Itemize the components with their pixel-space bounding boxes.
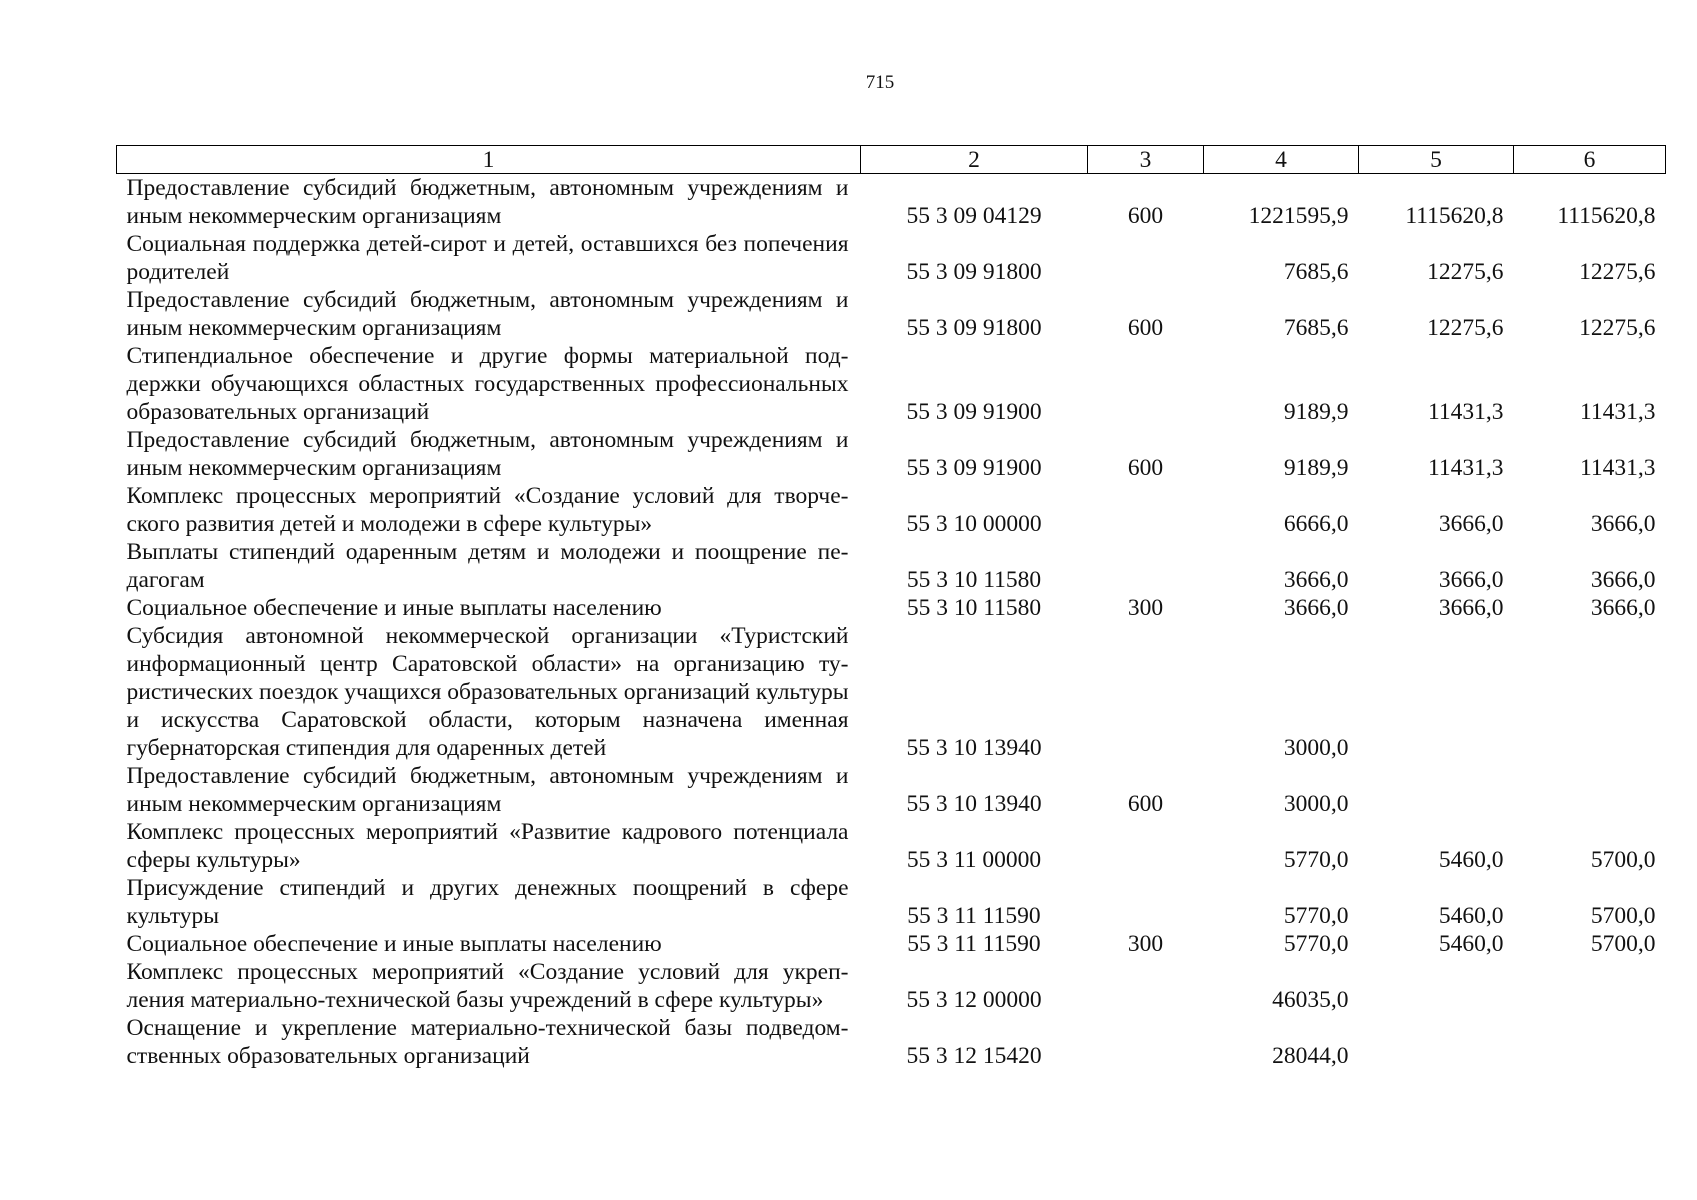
row-expense-type-cell: 300 <box>1127 595 1164 621</box>
row-amount-2-cell: 11431,3 <box>1427 455 1504 481</box>
row-amount-1-cell: 5770,0 <box>1283 903 1349 929</box>
row-amount-3-cell: 3666,0 <box>1590 511 1656 537</box>
row-code-cell: 55 3 09 91800 <box>906 315 1042 341</box>
row-code-cell: 55 3 10 13940 <box>906 735 1042 761</box>
row-amount-1-cell: 9189,9 <box>1283 455 1349 481</box>
row-amount-1-cell: 5770,0 <box>1283 931 1349 957</box>
row-expense-type-cell: 600 <box>1127 455 1164 481</box>
row-expense-type-cell: 600 <box>1127 791 1164 817</box>
row-code-cell: 55 3 09 91900 <box>906 455 1042 481</box>
row-amount-2-cell <box>1359 1014 1514 1070</box>
row-amount-3-cell: 11431,3 <box>1579 399 1656 425</box>
table-row <box>117 174 1666 231</box>
row-amount-1-cell: 1221595,9 <box>1248 203 1349 229</box>
row-name-cell: Предоставление субсидий бюджетным, автономным учреждениям и иным некоммерческим организациям <box>126 763 849 817</box>
row-amount-1-cell: 6666,0 <box>1283 511 1349 537</box>
column-header-amount-1: 4 <box>1204 146 1359 174</box>
row-code-cell: 55 3 11 00000 <box>906 847 1042 873</box>
row-name-cell: Предоставление субсидий бюджетным, автономным учреждениям и иным некоммерческим организациям <box>126 175 849 229</box>
row-code-cell: 55 3 11 11590 <box>907 931 1041 957</box>
row-expense-type-cell <box>1088 538 1204 594</box>
row-name-cell: Выплаты стипендий одаренным детям и молодежи и поощрение педагогам <box>126 539 849 593</box>
row-code-cell: 55 3 10 00000 <box>906 511 1042 537</box>
column-header-expense-type: 3 <box>1088 146 1204 174</box>
row-amount-1-cell: 3666,0 <box>1283 567 1349 593</box>
row-code-cell: 55 3 10 11580 <box>906 595 1042 621</box>
row-amount-1-cell: 7685,6 <box>1283 259 1349 285</box>
row-amount-3-cell: 12275,6 <box>1579 315 1656 341</box>
row-expense-type-cell <box>1088 874 1204 930</box>
row-code-cell: 55 3 09 04129 <box>906 203 1042 229</box>
row-amount-2-cell: 3666,0 <box>1438 595 1504 621</box>
row-amount-1-cell: 28044,0 <box>1272 1043 1349 1069</box>
row-name-cell: Социальное обеспечение и иные выплаты населению <box>126 595 662 621</box>
table-row <box>117 482 1666 538</box>
row-name-cell: Комплекс процессных мероприятий «Создание условий для укрепления материально-технической базы учреждений в сфере культуры» <box>126 959 849 1013</box>
row-amount-3-cell: 3666,0 <box>1590 567 1656 593</box>
row-amount-3-cell: 1115620,8 <box>1557 203 1656 229</box>
row-code-cell: 55 3 12 15420 <box>906 1043 1042 1069</box>
row-amount-3-cell <box>1514 1014 1666 1070</box>
table-row <box>117 762 1666 818</box>
row-amount-2-cell: 5460,0 <box>1438 903 1504 929</box>
table-header <box>117 146 1666 174</box>
column-header-amount-3: 6 <box>1514 146 1666 174</box>
table-row <box>117 818 1666 874</box>
row-expense-type-cell <box>1088 1014 1204 1070</box>
row-amount-3-cell: 5700,0 <box>1590 931 1656 957</box>
row-expense-type-cell <box>1088 818 1204 874</box>
row-amount-2-cell <box>1359 762 1514 818</box>
row-expense-type-cell: 600 <box>1127 203 1164 229</box>
row-amount-2-cell: 12275,6 <box>1427 315 1504 341</box>
row-amount-2-cell: 5460,0 <box>1438 931 1504 957</box>
column-header-amount-2: 5 <box>1359 146 1514 174</box>
table-row <box>117 930 1666 958</box>
row-expense-type-cell <box>1088 230 1204 286</box>
row-amount-2-cell: 12275,6 <box>1427 259 1504 285</box>
table-row <box>117 1014 1666 1070</box>
row-amount-3-cell <box>1514 622 1666 762</box>
row-name-cell: Социальное обеспечение и иные выплаты населению <box>126 931 662 957</box>
row-code-cell: 55 3 10 11580 <box>906 567 1042 593</box>
row-amount-2-cell <box>1359 622 1514 762</box>
table-body <box>117 174 1666 1071</box>
row-code-cell: 55 3 12 00000 <box>906 987 1042 1013</box>
row-name-cell: Комплекс процессных мероприятий «Развитие кадрового потенциала сферы культуры» <box>126 819 849 873</box>
row-amount-2-cell <box>1359 958 1514 1014</box>
row-name-cell: Комплекс процессных мероприятий «Создание условий для творческого развития детей и молодежи в сфере культуры» <box>126 483 849 537</box>
budget-table <box>116 145 1666 1070</box>
row-expense-type-cell <box>1088 482 1204 538</box>
row-expense-type-cell <box>1088 622 1204 762</box>
row-amount-2-cell: 5460,0 <box>1438 847 1504 873</box>
row-amount-3-cell: 3666,0 <box>1590 595 1656 621</box>
table-row <box>117 230 1666 286</box>
row-amount-3-cell: 5700,0 <box>1590 903 1656 929</box>
table-row <box>117 622 1666 762</box>
table-row <box>117 874 1666 930</box>
row-amount-3-cell <box>1514 958 1666 1014</box>
row-expense-type-cell <box>1088 342 1204 426</box>
row-name-cell: Социальная поддержка детей-сирот и детей, оставшихся без попечения родителей <box>126 231 849 285</box>
row-amount-3-cell: 11431,3 <box>1579 455 1656 481</box>
page-number: 715 <box>865 72 895 93</box>
table-row <box>117 538 1666 594</box>
row-amount-2-cell: 1115620,8 <box>1405 203 1504 229</box>
row-amount-3-cell: 5700,0 <box>1590 847 1656 873</box>
table-row <box>117 594 1666 622</box>
row-amount-1-cell: 46035,0 <box>1272 987 1349 1013</box>
row-amount-1-cell: 3666,0 <box>1283 595 1349 621</box>
table-row <box>117 958 1666 1014</box>
row-name-cell: Присуждение стипендий и других денежных поощрений в сфере культуры <box>126 875 849 929</box>
row-name-cell: Предоставление субсидий бюджетным, автономным учреждениям и иным некоммерческим организациям <box>126 287 849 341</box>
row-amount-3-cell <box>1514 762 1666 818</box>
row-amount-1-cell: 3000,0 <box>1283 735 1349 761</box>
row-name-cell: Субсидия автономной некоммерческой организации «Туристский информационный центр Саратовской области» на организацию туристических поездок учащихся образовательных организаций культуры и искусства Саратовской области, которым назначена именная губернаторская стипендия для одаренных детей <box>126 623 849 761</box>
row-amount-2-cell: 11431,3 <box>1427 399 1504 425</box>
row-name-cell: Стипендиальное обеспечение и другие формы материальной поддержки обучающихся областных государственных профессиональных образовательных организаций <box>126 343 849 425</box>
row-code-cell: 55 3 09 91900 <box>906 399 1042 425</box>
row-amount-2-cell: 3666,0 <box>1438 511 1504 537</box>
row-expense-type-cell: 300 <box>1127 931 1164 957</box>
row-amount-2-cell: 3666,0 <box>1438 567 1504 593</box>
header-row <box>117 146 1666 174</box>
table-row <box>117 426 1666 482</box>
column-header-code: 2 <box>861 146 1088 174</box>
row-code-cell: 55 3 09 91800 <box>906 259 1042 285</box>
row-amount-1-cell: 9189,9 <box>1283 399 1349 425</box>
row-expense-type-cell <box>1088 958 1204 1014</box>
column-header-name: 1 <box>117 146 861 174</box>
row-amount-3-cell: 12275,6 <box>1579 259 1656 285</box>
row-expense-type-cell: 600 <box>1127 315 1164 341</box>
row-amount-1-cell: 3000,0 <box>1283 791 1349 817</box>
table-row <box>117 342 1666 426</box>
row-amount-1-cell: 7685,6 <box>1283 315 1349 341</box>
row-name-cell: Оснащение и укрепление материально-технической базы подведомственных образовательных организаций <box>126 1015 849 1069</box>
row-name-cell: Предоставление субсидий бюджетным, автономным учреждениям и иным некоммерческим организациям <box>126 427 849 481</box>
row-code-cell: 55 3 10 13940 <box>906 791 1042 817</box>
row-amount-1-cell: 5770,0 <box>1283 847 1349 873</box>
row-code-cell: 55 3 11 11590 <box>907 903 1041 929</box>
table-row <box>117 286 1666 342</box>
